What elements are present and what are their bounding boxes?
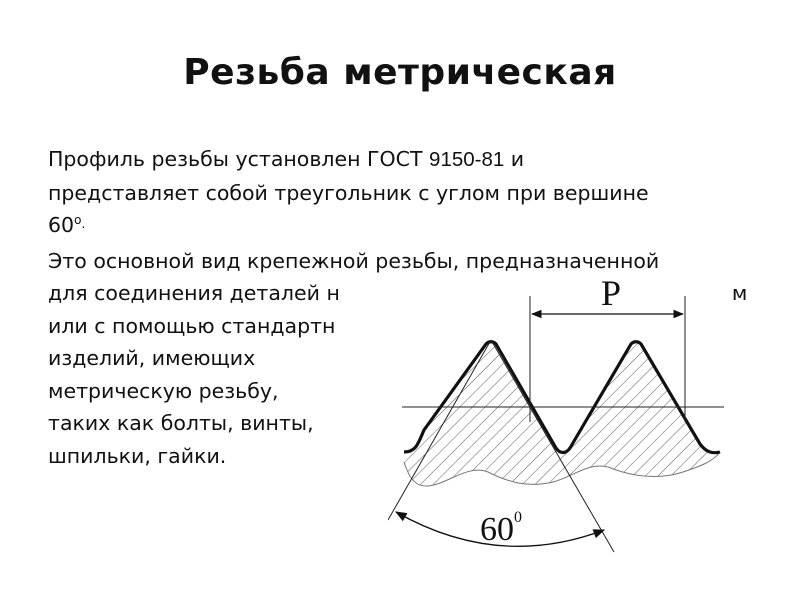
page-title: Резьба метрическая <box>183 52 617 93</box>
text-line: изделий, имеющих <box>48 346 256 370</box>
text-line <box>48 209 768 245</box>
text-line <box>48 143 768 177</box>
gost-number: 9150-81 <box>429 148 505 171</box>
angle-label-degree: 0 <box>514 509 522 526</box>
angle-label <box>480 509 522 548</box>
text-span: и <box>504 147 525 171</box>
text-span: Профиль резьбы установлен ГОСТ <box>48 147 430 171</box>
text-span: м <box>731 281 748 305</box>
pitch-label: P <box>600 273 622 313</box>
text-line: или с помощью стандартн <box>48 313 336 338</box>
angle-value: 60 <box>48 213 75 237</box>
text-span: для соединения деталей н <box>48 281 340 305</box>
period-mark: . <box>81 217 86 231</box>
text-line: шпильки, гайки. <box>48 443 227 468</box>
text-line: представляет собой треугольник с углом при вершине <box>48 180 649 205</box>
thread-profile-figure <box>388 262 738 577</box>
text-line: метрическую резьбу, <box>48 378 279 403</box>
degree-mark: о <box>74 213 82 227</box>
angle-label-value: 60 <box>480 511 514 548</box>
text-line: таких как болты, винты, <box>48 411 314 435</box>
thread-profile-diagram <box>388 262 738 577</box>
thread-hatch-area <box>404 342 720 486</box>
text-line: Это основной вид крепежной резьбы, предназначенной <box>48 248 660 273</box>
